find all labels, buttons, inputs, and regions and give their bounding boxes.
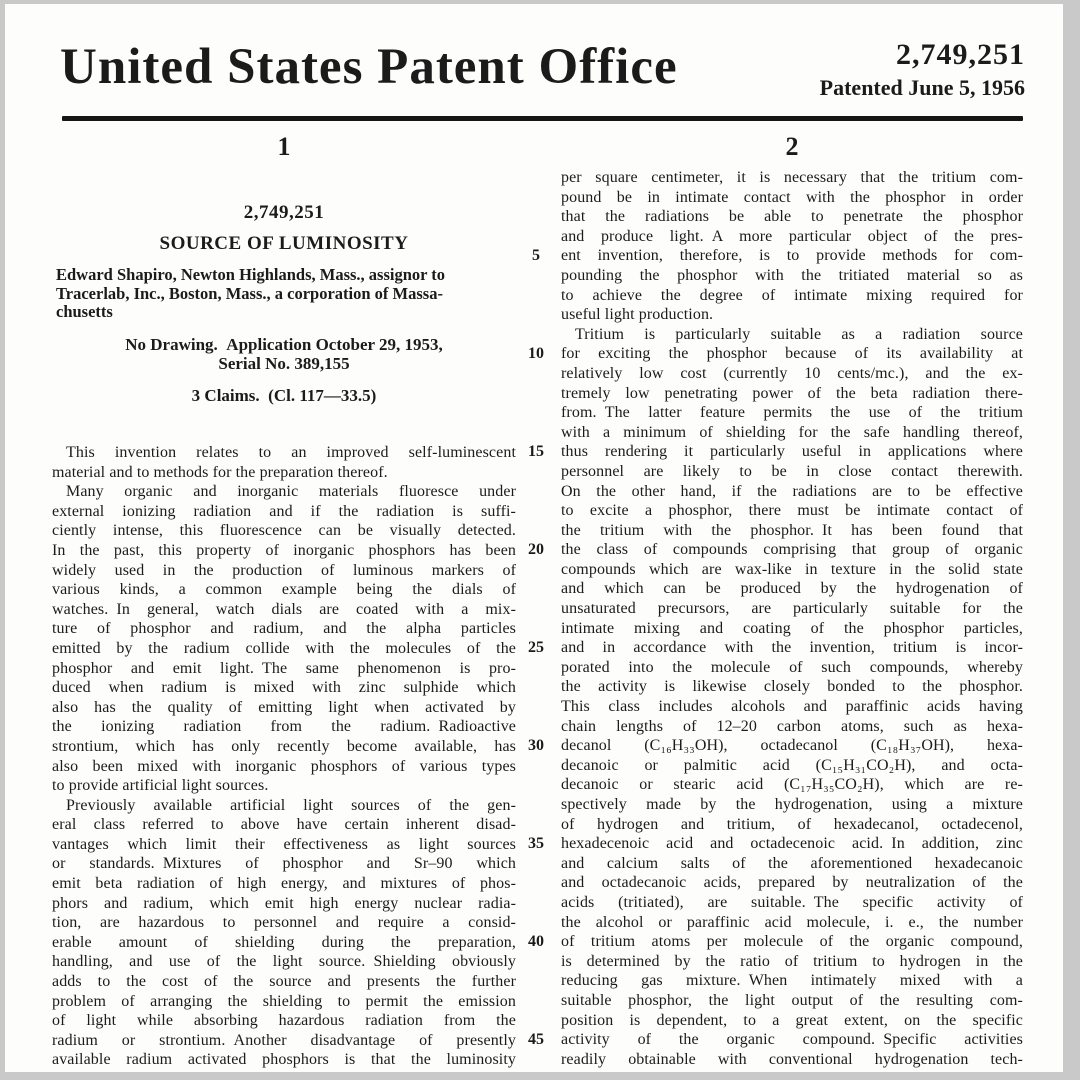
body-line: chain lengths of 12–20 carbon atoms, such as hexa-: [561, 717, 1023, 735]
body-line: radium or strontium. Another disadvantage of presently: [52, 1031, 516, 1049]
body-line: with a minimum of shielding for the safe handling thereof,: [561, 423, 1023, 441]
body-line: emit beta radiation of high energy, and mixtures of phos-: [52, 875, 516, 893]
body-line: relatively low cost (currently 10 cents/mc.), and the ex-: [561, 364, 1023, 382]
claims-line: 3 Claims. (Cl. 117—33.5): [191, 385, 377, 405]
right-column-body: [561, 168, 1023, 1069]
body-line: of tritium atoms per molecule of the organic compound,: [561, 933, 1023, 951]
body-line: decanol (C₁₆H₃₃OH), octadecanol (C₁₈H₃₇OH), hexa-: [561, 737, 1023, 755]
line-number: 10: [528, 345, 544, 363]
body-line: adds to the cost of the source and presents the further: [52, 973, 516, 991]
body-line: porated into the molecule of such compounds, whereby: [561, 658, 1023, 676]
body-line: to excite a phosphor, there must be intimate contact of: [561, 502, 1023, 520]
line-number: 25: [528, 639, 544, 657]
body-line: Tritium is particularly suitable as a radiation source: [575, 325, 1023, 343]
inventor-block: [52, 266, 516, 322]
body-line: suitable phosphor, the light output of the resulting com-: [561, 991, 1023, 1009]
body-line: spectively made by the hydrogenation, using a mixture: [561, 796, 1023, 813]
inventor-line: chusetts: [56, 302, 113, 321]
body-line: tion, are hazardous to personnel and require a consid-: [52, 914, 516, 932]
body-line: also has the quality of emitting light when activated by: [52, 698, 516, 716]
body-line: tremely low penetrating power of the beta radiation there-: [561, 384, 1023, 402]
patent-number: 2,749,251: [896, 38, 1025, 71]
body-line: ent invention, therefore, is to provide methods for com-: [561, 247, 1023, 265]
body-line: reducing gas mixture. When intimately mixed with a: [561, 972, 1023, 990]
heading-patent-number: 2,749,251: [243, 202, 325, 223]
application-block: [52, 335, 516, 373]
body-line: Previously available artificial light sources of the gen-: [66, 796, 516, 814]
body-line: per square centimeter, it is necessary that the tritium com-: [561, 169, 1023, 186]
body-line: pound be in intimate contact with the phosphor in order: [561, 188, 1023, 206]
body-line: the tritium with the phosphor. It has been found that: [561, 521, 1023, 539]
body-line: duced when radium is mixed with zinc sulphide which: [52, 679, 516, 697]
line-number-gutter: [511, 132, 561, 1072]
line-number: 5: [532, 247, 540, 265]
body-line: of light while absorbing hazardous radiation from the: [52, 1012, 516, 1030]
body-line: position is dependent, to a great extent, on the specific: [561, 1011, 1023, 1029]
body-line: activity of the organic compound. Specific activities: [561, 1031, 1023, 1049]
body-line: erable amount of shielding during the preparation,: [52, 933, 516, 951]
body-line: watches. In general, watch dials are coated with a mix-: [52, 600, 516, 618]
body-line: the activity is likewise closely bonded to the phosphor.: [561, 678, 1023, 696]
line-number: 30: [528, 737, 544, 755]
line-number: 35: [528, 835, 544, 853]
inventor-line: Edward Shapiro, Newton Highlands, Mass., assignor to: [56, 265, 446, 284]
body-line: and octadecanoic acids, prepared by neutralization of the: [561, 874, 1023, 892]
body-line: of hydrogen and tritium, of hexadecanol, octadecenol,: [561, 815, 1023, 833]
body-line: acids (tritiated), are suitable. The specific activity of: [561, 893, 1023, 911]
body-line: emitted by the radium collide with the molecules of the: [52, 639, 516, 657]
body-line: strontium, which has only recently become available, has: [52, 737, 516, 755]
header-rule: [62, 116, 1023, 121]
body-line: eral class referred to above have certain inherent disad-: [52, 816, 516, 834]
line-number: 45: [528, 1031, 544, 1049]
body-line: ciently intense, this fluorescence can be visually detected.: [52, 522, 516, 540]
masthead-title: United States Patent Office: [60, 39, 678, 95]
header-right-block: [820, 38, 1025, 101]
body-line: and which can be produced by the hydrogenation of: [561, 580, 1023, 598]
body-line: compounds which are wax-like in texture in the solid state: [561, 560, 1023, 578]
body-line: the ionizing radiation from the radium. Radioactive: [52, 718, 516, 736]
body-line: intimate mixing and coating of the phosphor particles,: [561, 619, 1023, 637]
patent-page: [5, 4, 1063, 1072]
patented-date: Patented June 5, 1956: [819, 75, 1025, 100]
right-column: [561, 132, 1023, 1069]
body-line: from. The latter feature permits the use of the tritium: [561, 404, 1023, 422]
column-number-2: 2: [785, 132, 799, 161]
body-line: On the other hand, if the radiations are to be effective: [561, 482, 1023, 500]
body-line: phors and radium, which emit high energy nuclear radia-: [52, 894, 516, 912]
application-line: No Drawing. Application October 29, 1953,: [125, 334, 443, 354]
body-line: various kinds, a common example being the dials of: [52, 581, 516, 599]
body-line: handling, and use of the light source. Shielding obviously: [52, 953, 516, 971]
body-line: is determined by the ratio of tritium to hydrogen in the: [561, 952, 1023, 970]
body-line: This class includes alcohols and paraffinic acids having: [561, 698, 1023, 716]
inventor-line: Tracerlab, Inc., Boston, Mass., a corporation of Massa-: [56, 283, 443, 303]
left-column: [52, 132, 516, 1070]
body-line: In the past, this property of inorganic phosphors has been: [52, 541, 516, 559]
invention-title: SOURCE OF LUMINOSITY: [159, 233, 409, 254]
body-line: for exciting the phosphor because of its availability at: [561, 345, 1023, 363]
line-number: 40: [528, 933, 544, 951]
body-line: problem of arranging the shielding to permit the emission: [52, 992, 516, 1010]
body-line: and produce light. A more particular object of the pres-: [561, 227, 1023, 245]
body-line: also been mixed with inorganic phosphors of various types: [52, 757, 516, 775]
body-line: material and to methods for the preparation thereof.: [52, 463, 388, 481]
body-line: to achieve the degree of intimate mixing required for: [561, 286, 1023, 304]
body-line: phosphor and emit light. The same phenomenon is pro-: [52, 659, 516, 677]
body-line: thus rendering it particularly useful in applications where: [561, 443, 1023, 461]
body-line: and in accordance with the invention, tritium is incor-: [561, 639, 1023, 657]
body-line: and calcium salts of the aforementioned hexadecanoic: [561, 854, 1023, 872]
body-line: unsaturated precursors, are particularly suitable for the: [561, 600, 1023, 618]
body-line: the alcohol or paraffinic acid molecule, i. e., the number: [561, 913, 1023, 931]
body-line: personnel are likely to be in close contact therewith.: [561, 462, 1023, 480]
body-line: decanoic or palmitic acid (C₁₅H₃₁CO₂H), and octa-: [561, 756, 1023, 774]
body-line: to provide artificial light sources.: [52, 777, 269, 795]
body-line: useful light production.: [561, 306, 714, 324]
body-line: Many organic and inorganic materials fluoresce under: [66, 483, 516, 501]
body-line: the class of compounds comprising that group of organic: [561, 541, 1023, 559]
body-line: widely used in the production of luminous markers of: [52, 561, 516, 579]
body-line: hexadecenoic acid and octadecenoic acid. In addition, zinc: [561, 835, 1023, 853]
line-number: 20: [528, 541, 544, 559]
body-line: or standards. Mixtures of phosphor and Sr–90 which: [52, 855, 516, 873]
left-column-body: [52, 443, 516, 1070]
body-line: that the radiations be able to penetrate the phosphor: [561, 208, 1023, 226]
body-line: readily obtainable with conventional hydrogenation tech-: [561, 1050, 1023, 1068]
line-number: 15: [528, 443, 544, 461]
body-line: vantages which limit their effectiveness as light sources: [52, 835, 516, 853]
body-line: This invention relates to an improved self-luminescent: [66, 444, 516, 461]
body-line: ture of phosphor and radium, and the alpha particles: [52, 620, 516, 638]
body-line: available radium activated phosphors is that the luminosity: [52, 1051, 516, 1069]
body-line: pounding the phosphor with the tritiated material so as: [561, 266, 1023, 284]
column-number-1: 1: [277, 132, 291, 161]
body-line: decanoic or stearic acid (C₁₇H₃₅CO₂H), which are re-: [561, 776, 1023, 794]
application-line: Serial No. 389,155: [218, 353, 350, 373]
body-line: external ionizing radiation and if the radiation is suffi-: [52, 502, 516, 520]
